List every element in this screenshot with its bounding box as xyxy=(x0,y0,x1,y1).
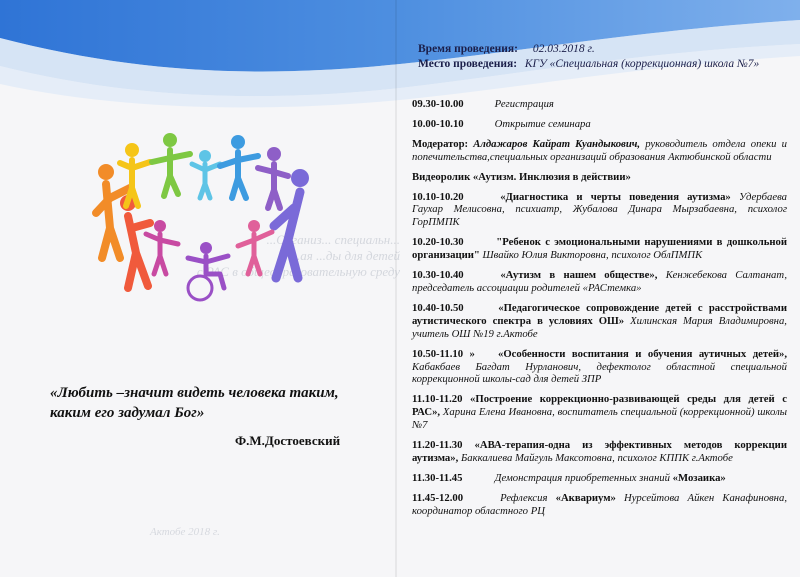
schedule-item xyxy=(412,191,787,230)
schedule-title: «Построение коррекционно-развивающей среды для детей с РАС», xyxy=(412,393,787,419)
schedule-item xyxy=(412,393,787,432)
figure-green xyxy=(152,133,190,196)
moderator-role: руководитель отдела опеки и попечительства,специальных организаций образования Актюбинской области xyxy=(412,137,787,163)
schedule-item xyxy=(412,118,787,131)
schedule-text: Открытие семинара xyxy=(494,117,591,130)
schedule-item xyxy=(412,439,787,465)
schedule-item xyxy=(412,236,787,262)
schedule-time: 11.10-11.20 xyxy=(412,393,463,406)
event-place-value: КГУ «Специальная (коррекционная) школа №7» xyxy=(524,58,760,70)
moderator-name: Алдажаров Кайрат Куандыкович, xyxy=(473,137,641,150)
schedule-title: «Педагогическое сопровождение детей с расстройствами аутистического спектра в условиях ОШ» xyxy=(412,301,787,327)
schedule-item xyxy=(412,348,787,387)
schedule-time: 10.10-10.20 xyxy=(412,190,464,203)
schedule-title: «АВА-терапия-одна из эффективных методов коррекции аутизма», xyxy=(412,439,787,464)
ghost-bottom-text: Актобе 2018 г. xyxy=(150,526,220,538)
schedule-speakers: Кабакбаев Багдат Нурланович, дефектолог областной специальной коррекционной школы-сад для детей ЗПР xyxy=(412,360,787,386)
figure-boy xyxy=(146,220,178,274)
schedule-quote-mark: » xyxy=(469,347,475,360)
schedule-text: Рефлексия xyxy=(500,491,548,504)
schedule-text: Регистрация xyxy=(494,98,554,110)
figure-wheelchair xyxy=(188,242,228,300)
event-time-value: 02.03.2018 г. xyxy=(532,43,595,55)
event-info xyxy=(418,42,778,72)
figure-purple xyxy=(258,147,288,208)
schedule-list xyxy=(412,98,787,525)
schedule-item xyxy=(412,98,787,111)
figure-red-adult xyxy=(120,195,150,288)
schedule-title: «Мозаика» xyxy=(672,471,726,484)
schedule-time: 10.00-10.10 xyxy=(412,117,464,130)
schedule-time: 11.20-11.30 xyxy=(412,439,463,452)
schedule-time: 10.20-10.30 xyxy=(412,236,464,249)
schedule-time: 11.30-11.45 xyxy=(412,471,463,484)
schedule-time: 11.45-12.00 xyxy=(412,491,464,504)
event-time-line xyxy=(418,42,778,57)
fold-line xyxy=(395,0,397,577)
schedule-speakers: Кенжебекова Салтанат, председатель ассоциации родителей «РАСтемка» xyxy=(412,269,788,294)
schedule-speakers: Швайко Юлия Викторовна, психолог ОблПМПК xyxy=(482,249,703,262)
event-place-line xyxy=(418,57,778,72)
schedule-speakers: Нурсейтова Айкен Канафиновна, координатор областного РЦ xyxy=(412,491,787,517)
people-circle-illustration xyxy=(88,128,328,313)
schedule-title: «Особенности воспитания и обучения аутичных детей», xyxy=(497,347,788,360)
schedule-time: 09.30-10.00 xyxy=(412,98,464,110)
ghost-bleed-text: ...Организ... специальн... ...ая ...ды для детей с РАС в общеобразовательную среду xyxy=(196,232,400,279)
event-place-label: Место проведения: xyxy=(418,58,518,70)
schedule-title: «Диагностика и черты поведения аутизма» xyxy=(500,190,731,203)
schedule-item xyxy=(412,492,787,518)
schedule-item xyxy=(412,302,787,341)
schedule-item xyxy=(412,472,787,485)
quote-author: Ф.М.Достоевский xyxy=(235,433,341,448)
schedule-speakers: Баккалиева Майгуль Максотовна, психолог КППК г.Актобе xyxy=(460,451,733,464)
schedule-title: "Ребенок с эмоциональными нарушениями в дошкольной организации" xyxy=(412,236,788,262)
schedule-speakers: Хилинская Мария Владимировна, учитель ОШ №19 г.Актобе xyxy=(412,314,787,340)
figure-violet-adult xyxy=(274,169,309,278)
moderator-item xyxy=(412,138,787,164)
schedule-time: 10.40-10.50 xyxy=(412,301,464,314)
figure-blue xyxy=(220,135,258,198)
moderator-label: Модератор: xyxy=(412,137,469,150)
event-time-label: Время проведения: xyxy=(418,43,518,55)
schedule-speakers: Харина Елена Ивановна, воспитатель специальной (коррекционной) школы №7 xyxy=(412,406,787,432)
figure-orange xyxy=(96,164,130,258)
schedule-title: «Аквариум» xyxy=(555,491,616,504)
schedule-time: 10.30-10.40 xyxy=(412,269,464,282)
schedule-title: «Аутизм в нашем обществе», xyxy=(500,269,658,282)
schedule-item xyxy=(412,269,787,295)
schedule-time: 10.50-11.10 xyxy=(412,347,464,360)
quote-text: «Любить –значит видеть человека таким, каким его задумал Бог» xyxy=(50,385,339,421)
video-item: Видеоролик «Аутизм. Инклюзия в действии» xyxy=(412,170,631,183)
figure-cyan-child xyxy=(192,150,220,198)
schedule-speakers: Удербаева Гаухар Мелисовна, психиатр, Жубалова Динара Мырзабаевна, психолог ГорПМПК xyxy=(412,190,787,229)
schedule-text: Демонстрация приобретенных знаний xyxy=(494,471,670,484)
figure-pink-child xyxy=(238,220,272,274)
